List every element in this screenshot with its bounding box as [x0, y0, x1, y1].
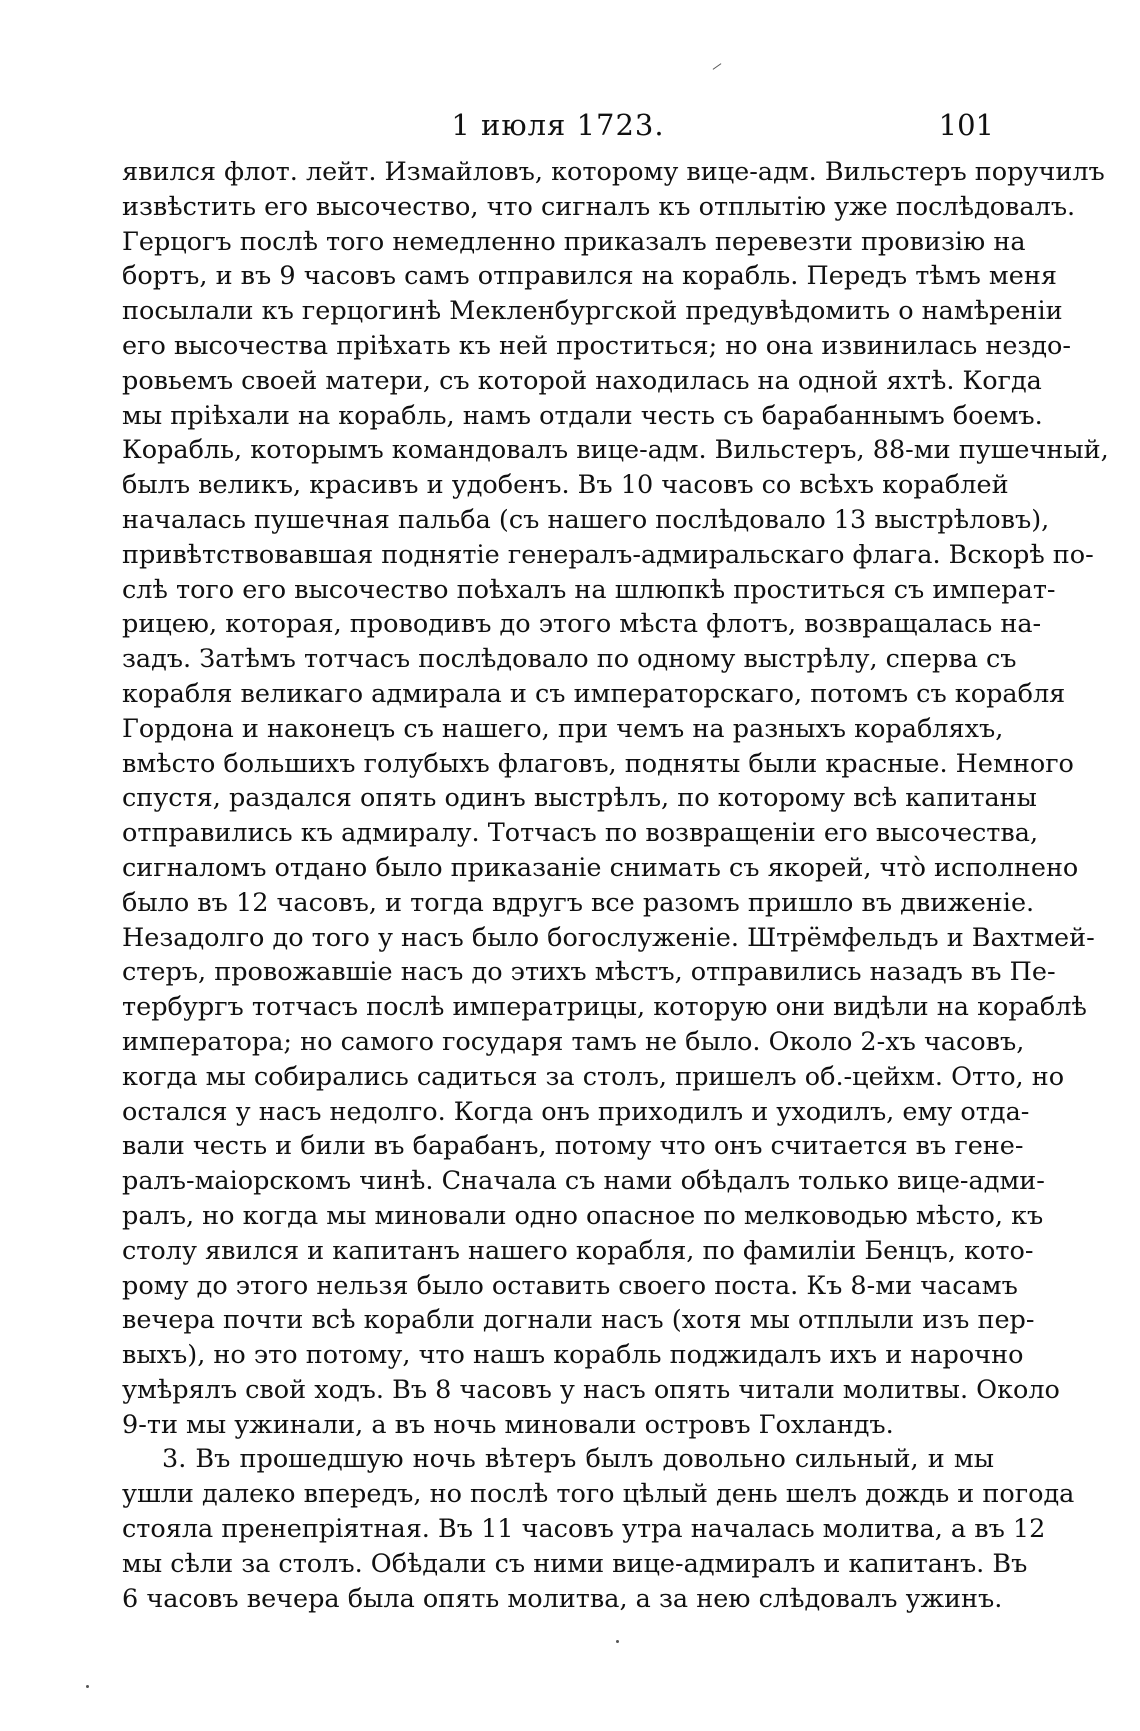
- text-line: ралъ, но когда мы миновали одно опасное по мелководью мѣсто, къ: [122, 1200, 1044, 1231]
- text-line: рицею, которая, проводивъ до этого мѣста флотъ, возвращалась на-: [122, 609, 1042, 640]
- paragraph-1: [122, 155, 1109, 1442]
- text-line: привѣтствовавшая поднятіе генералъ-адмиральскаго флага. Вскорѣ по-: [122, 539, 1094, 570]
- text-line: Герцогъ послѣ того немедленно приказалъ перевезти провизію на: [122, 226, 1026, 257]
- text-line: ушли далеко впередъ, но послѣ того цѣлый день шелъ дождь и погода: [122, 1479, 1075, 1510]
- text-line: Гордона и наконецъ съ нашего, при чемъ на разныхъ корабляхъ,: [122, 713, 1004, 744]
- text-line: вали честь и били въ барабанъ, потому что онъ считается въ гене-: [122, 1131, 1024, 1162]
- scan-speck: [86, 1685, 89, 1688]
- text-line: стеръ, провожавшіе насъ до этихъ мѣстъ, отправились назадъ въ Пе-: [122, 957, 1056, 988]
- text-line: бортъ, и въ 9 часовъ самъ отправился на корабль. Передъ тѣмъ меня: [122, 261, 1057, 292]
- text-line: когда мы собирались садиться за столъ, пришелъ об.-цейхм. Отто, но: [122, 1061, 1065, 1092]
- text-line: спустя, раздался опять одинъ выстрѣлъ, по которому всѣ капитаны: [122, 783, 1037, 814]
- text-line: императора; но самого государя тамъ не было. Около 2-хъ часовъ,: [122, 1026, 1025, 1057]
- paragraph-2: [122, 1442, 1075, 1616]
- text-line: столу явился и капитанъ нашего корабля, по фамиліи Бенцъ, кото-: [122, 1235, 1034, 1266]
- scan-speck: [616, 1640, 619, 1643]
- page-header: [122, 108, 994, 148]
- text-line: тербургъ тотчасъ послѣ императрицы, которую они видѣли на кораблѣ: [122, 992, 1087, 1023]
- text-line: 3. Въ прошедшую ночь вѣтеръ былъ довольно сильный, и мы: [162, 1444, 994, 1475]
- text-line: остался у насъ недолго. Когда онъ приходилъ и уходилъ, ему отда-: [122, 1096, 1030, 1127]
- text-line: слѣ того его высочество поѣхалъ на шлюпкѣ проститься съ императ-: [122, 574, 1056, 605]
- text-line: вечера почти всѣ корабли догнали насъ (хотя мы отплыли изъ пер-: [122, 1305, 1035, 1336]
- text-line: отправились къ адмиралу. Тотчасъ по возвращеніи его высочества,: [122, 818, 1039, 849]
- text-line: выхъ), но это потому, что нашъ корабль поджидалъ ихъ и нарочно: [122, 1340, 1024, 1371]
- text-line: явился флот. лейт. Измайловъ, которому вице-адм. Вильстеръ поручилъ: [122, 157, 1105, 187]
- text-line: извѣстить его высочество, что сигналъ къ отплытію уже послѣдовалъ.: [122, 191, 1076, 222]
- text-line: ровьемъ своей матери, съ которой находилась на одной яхтѣ. Когда: [122, 365, 1042, 396]
- running-title: 1 июля 1723.: [451, 108, 665, 142]
- text-line: былъ великъ, красивъ и удобенъ. Въ 10 часовъ со всѣхъ кораблей: [122, 470, 1009, 501]
- text-line: стояла пренепріятная. Въ 11 часовъ утра началась молитва, а въ 12: [122, 1514, 1046, 1545]
- text-line: ралъ-маіорскомъ чинѣ. Сначала съ нами обѣдалъ только вице-адми-: [122, 1166, 1045, 1197]
- text-line: Незадолго до того у насъ было богослуженіе. Штрёмфельдъ и Вахтмей-: [122, 922, 1095, 953]
- text-line: мы сѣли за столъ. Обѣдали съ ними вице-адмиралъ и капитанъ. Въ: [122, 1548, 1028, 1579]
- text-line: Корабль, которымъ командовалъ вице-адм. Вильстеръ, 88-ми пушечный,: [122, 435, 1109, 466]
- page-number: 101: [938, 108, 994, 142]
- text-line: сигналомъ отдано было приказаніе снимать съ якорей, что̀ исполнено: [122, 852, 1079, 883]
- text-line: вмѣсто большихъ голубыхъ флаговъ, подняты были красные. Немного: [122, 748, 1074, 779]
- text-line: началась пушечная пальба (съ нашего послѣдовало 13 выстрѣловъ),: [122, 504, 1050, 535]
- text-line: мы пріѣхали на корабль, намъ отдали честь съ барабаннымъ боемъ.: [122, 400, 1043, 431]
- text-line: было въ 12 часовъ, и тогда вдругъ все разомъ пришло въ движеніе.: [122, 887, 1035, 918]
- text-line: рому до этого нельзя было оставить своего поста. Къ 8-ми часамъ: [122, 1270, 1018, 1301]
- text-line: 6 часовъ вечера была опять молитва, а за нею слѣдовалъ ужинъ.: [122, 1583, 1003, 1614]
- text-line: задъ. Затѣмъ тотчасъ послѣдовало по одному выстрѣлу, сперва съ: [122, 644, 1017, 675]
- text-line: 9-ти мы ужинали, а въ ночь миновали островъ Гохландъ.: [122, 1409, 894, 1440]
- text-line: посылали къ герцогинѣ Мекленбургской предувѣдомить о намѣреніи: [122, 296, 1063, 327]
- body-text: [122, 155, 1109, 1616]
- text-line: его высочества пріѣхать къ ней проститься; но она извинилась нездо-: [122, 330, 1071, 361]
- scan-speck: [713, 63, 722, 70]
- text-line: умѣрялъ свой ходъ. Въ 8 часовъ у насъ опять читали молитвы. Около: [122, 1374, 1060, 1405]
- text-line: корабля великаго адмирала и съ императорскаго, потомъ съ корабля: [122, 678, 1066, 709]
